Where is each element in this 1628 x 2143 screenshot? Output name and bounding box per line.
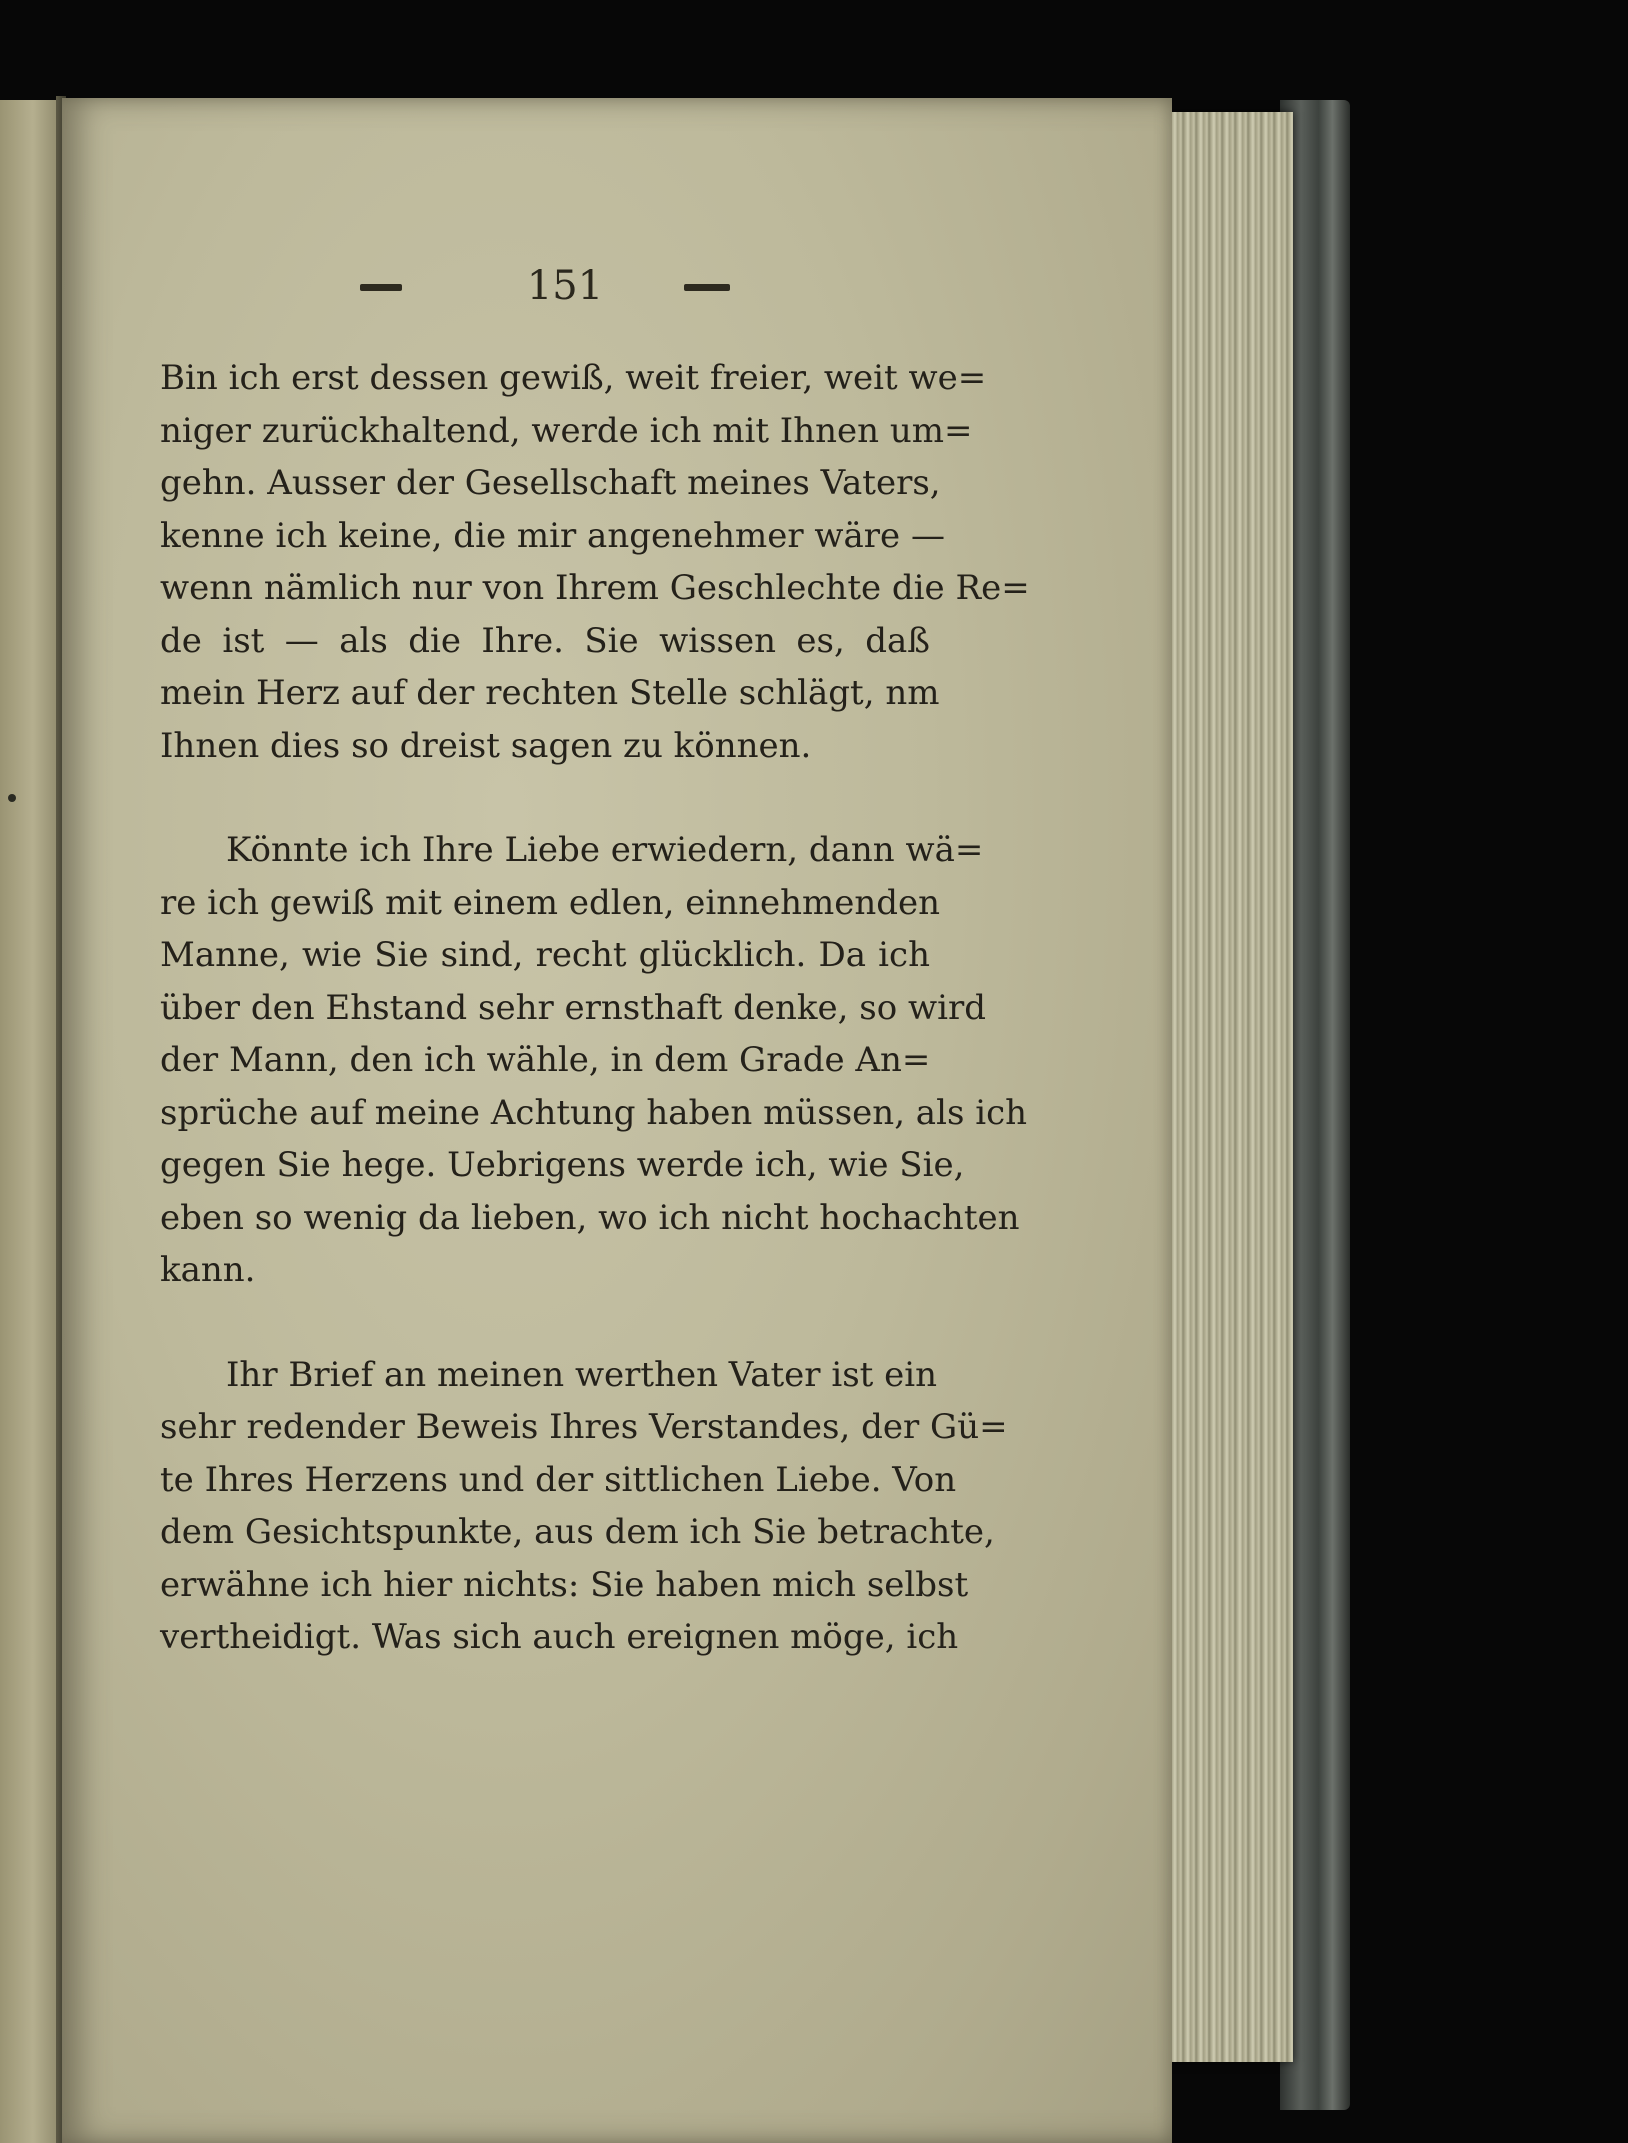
- left-page-edge: [0, 100, 60, 2143]
- text-line: niger zurückhaltend, werde ich mit Ihnen um=: [160, 410, 973, 451]
- text-line: Ihnen dies so dreist sagen zu können.: [160, 725, 812, 766]
- body-text: [160, 352, 1030, 1664]
- text-line-indented: [160, 1349, 938, 1402]
- header-dash-right: [684, 284, 730, 291]
- text-line: der Mann, den ich wähle, in dem Grade An=: [160, 1040, 931, 1080]
- text-line: erwähne ich hier nichts: Sie haben mich selbst: [160, 1564, 969, 1605]
- text-line-content: Könnte ich Ihre Liebe erwiedern, dann wä=: [226, 830, 984, 870]
- text-line: gehn. Ausser der Gesellschaft meines Vaters,: [160, 463, 941, 503]
- text-line: Manne, wie Sie sind, recht glücklich. Da ich: [160, 935, 930, 975]
- text-line: de ist — als die Ihre. Sie wissen es, daß: [160, 620, 930, 661]
- text-line: gegen Sie hege. Uebrigens werde ich, wie Sie,: [160, 1145, 965, 1185]
- text-line: eben so wenig da lieben, wo ich nicht hochachten: [160, 1197, 1020, 1238]
- text-line: vertheidigt. Was sich auch ereignen möge, ich: [160, 1617, 959, 1657]
- text-line: sehr redender Beweis Ihres Verstandes, der Gü=: [160, 1407, 1008, 1447]
- text-line: mein Herz auf der rechten Stelle schlägt, nm: [160, 673, 940, 713]
- paragraph-gap: [160, 772, 930, 824]
- text-line: re ich gewiß mit einem edlen, einnehmenden: [160, 882, 941, 923]
- ink-spot: [8, 794, 16, 802]
- text-line-content: Ihr Brief an meinen werthen Vater ist ein: [226, 1354, 938, 1395]
- page-number: 151: [526, 263, 604, 309]
- text-line: te Ihres Herzens und der sittlichen Liebe. Von: [160, 1459, 957, 1500]
- text-line: dem Gesichtspunkte, aus dem ich Sie betrachte,: [160, 1512, 995, 1552]
- page-header: [360, 262, 740, 322]
- text-line: kann.: [160, 1250, 256, 1290]
- text-line: über den Ehstand sehr ernsthaft denke, so wird: [160, 987, 986, 1028]
- text-line: sprüche auf meine Achtung haben müssen, als ich: [160, 1092, 1028, 1133]
- header-dash-left: [360, 284, 402, 291]
- text-line: Bin ich erst dessen gewiß, weit freier, weit we=: [160, 358, 987, 398]
- page-stack-edges: [1165, 112, 1293, 2062]
- text-line-indented: [160, 824, 984, 877]
- text-line: wenn nämlich nur von Ihrem Geschlechte die Re=: [160, 568, 1030, 608]
- text-line: kenne ich keine, die mir angenehmer wäre —: [160, 515, 945, 556]
- paragraph-gap: [160, 1297, 930, 1349]
